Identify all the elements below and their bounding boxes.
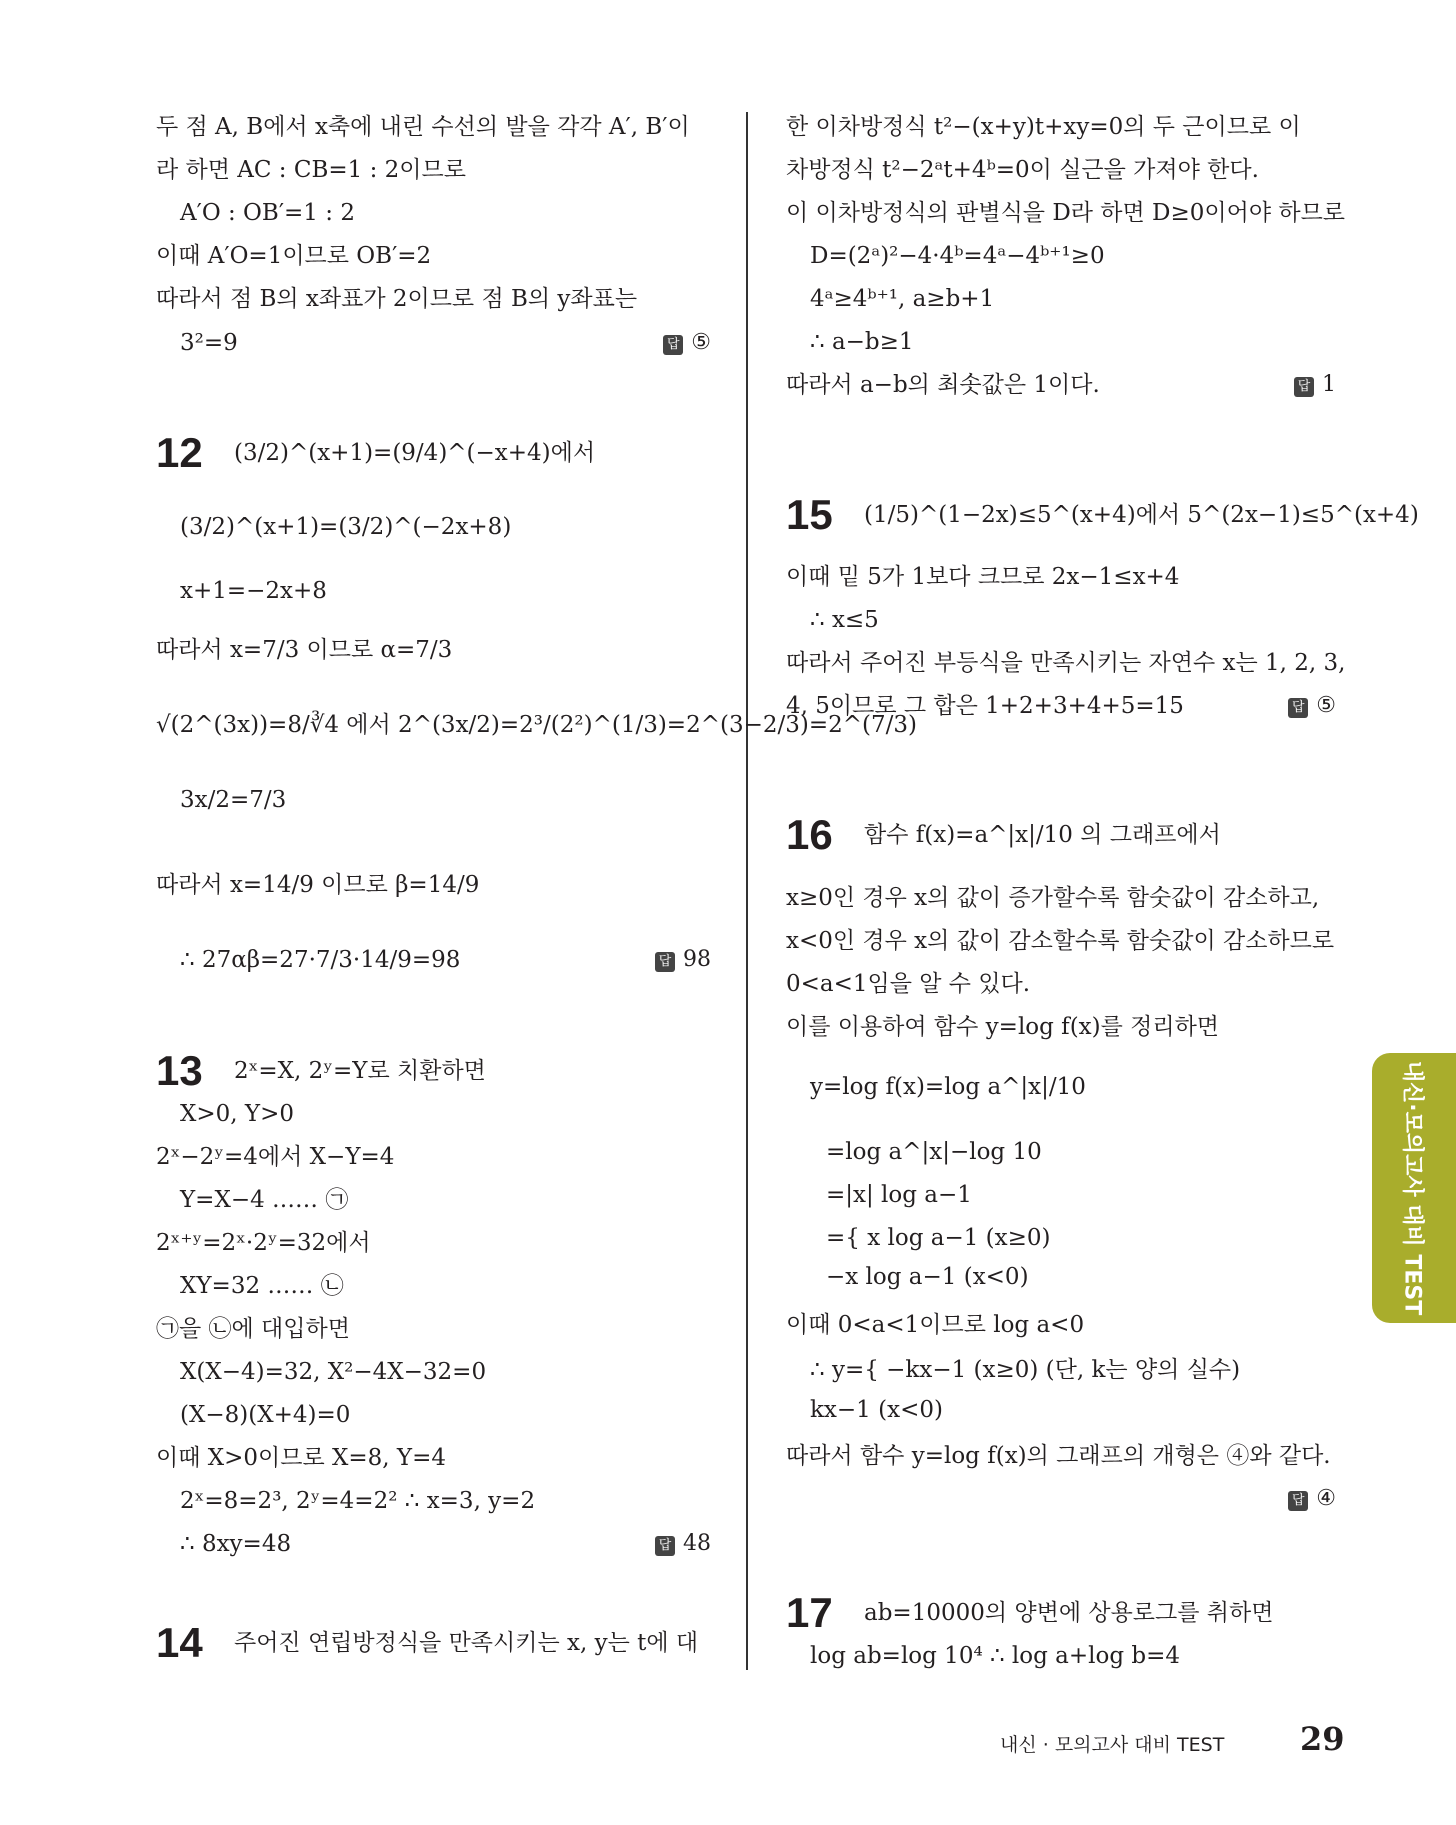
q17-line: ab=10000의 양변에 상용로그를 취하면 — [864, 1600, 1274, 1626]
intro-line: 라 하면 AC : CB=1 : 2이므로 — [156, 157, 466, 183]
q12-line: 3x/2=7/3 — [180, 787, 287, 813]
q16-line: ∴ y={ −kx−1 (x≥0) (단, k는 양의 실수) — [810, 1357, 1241, 1383]
column-divider — [746, 112, 748, 1670]
q13-line: 2ˣ=X, 2ʸ=Y로 치환하면 — [234, 1058, 486, 1084]
q17-line: log ab=log 10⁴ ∴ log a+log b=4 — [810, 1643, 1181, 1669]
question-number-16: 16 — [786, 811, 833, 858]
answer-mark: 답 ④ — [1288, 1484, 1336, 1514]
q16-line: 이를 이용하여 함수 y=log f(x)를 정리하면 — [786, 1014, 1220, 1040]
q16-line: x≥0인 경우 x의 값이 증가할수록 함숫값이 감소하고, — [786, 885, 1320, 911]
side-section-tab — [1372, 1053, 1456, 1323]
q15-line: (1/5)^(1−2x)≤5^(x+4)에서 5^(2x−1)≤5^(x+4) — [864, 502, 1419, 528]
q16-line: y=log f(x)=log a^|x|/10 — [810, 1074, 1086, 1100]
q13-line: Y=X−4 …… ㉠ — [180, 1187, 349, 1213]
q16-line: 따라서 함수 y=log f(x)의 그래프의 개형은 ④와 같다. — [786, 1443, 1331, 1469]
answer-mark: 답 98 — [655, 945, 711, 975]
q13-line: 2ˣ−2ʸ=4에서 X−Y=4 — [156, 1144, 395, 1170]
q13-line: ∴ 8xy=48 — [180, 1531, 292, 1557]
footer-title: 내신 · 모의고사 대비 TEST — [1000, 1734, 1225, 1756]
answer-mark: 답 48 — [655, 1529, 711, 1559]
question-number-12: 12 — [156, 429, 203, 476]
question-number-15: 15 — [786, 491, 833, 538]
q12-line: 따라서 x=7/3 이므로 α=7/3 — [156, 637, 453, 663]
q16-line: 함수 f(x)=a^|x|/10 의 그래프에서 — [864, 822, 1221, 848]
intro-line: 두 점 A, B에서 x축에 내린 수선의 발을 각각 A′, B′이 — [156, 114, 690, 140]
intro-line: A′O : OB′=1 : 2 — [180, 200, 355, 226]
q14-cont-line: 한 이차방정식 t²−(x+y)t+xy=0의 두 근이므로 이 — [786, 114, 1301, 140]
q16-line: 0<a<1임을 알 수 있다. — [786, 971, 1031, 997]
q12-line: √(2^(3x))=8/∛4 에서 2^(3x/2)=2³/(2²)^(1/3)=2^(3−2/3)=2^(7/3) — [156, 712, 917, 738]
q15-line: 4, 5이므로 그 합은 1+2+3+4+5=15 — [786, 693, 1184, 719]
q14-cont-line: 차방정식 t²−2ᵃt+4ᵇ=0이 실근을 가져야 한다. — [786, 157, 1259, 183]
q14-cont-line: 이 이차방정식의 판별식을 D라 하면 D≥0이어야 하므로 — [786, 200, 1346, 226]
intro-line: 3²=9 — [180, 330, 238, 356]
q16-line: 이때 0<a<1이므로 log a<0 — [786, 1312, 1085, 1338]
q13-line: XY=32 …… ㉡ — [180, 1273, 344, 1299]
side-tab-label: 내신·모의고사 대비 TEST — [1399, 1060, 1425, 1316]
q13-line: 2ˣ⁺ʸ=2ˣ·2ʸ=32에서 — [156, 1230, 371, 1256]
q12-line: (3/2)^(x+1)=(9/4)^(−x+4)에서 — [234, 440, 596, 466]
q13-line: 2ˣ=8=2³, 2ʸ=4=2² ∴ x=3, y=2 — [180, 1488, 536, 1514]
q16-line: ={ x log a−1 (x≥0) — [826, 1225, 1051, 1251]
answer-mark: 답 ⑤ — [663, 328, 711, 358]
q12-line: ∴ 27αβ=27·7/3·14/9=98 — [180, 947, 461, 973]
q14-cont-line: 4ᵃ≥4ᵇ⁺¹, a≥b+1 — [810, 286, 995, 312]
q13-line: (X−8)(X+4)=0 — [180, 1402, 351, 1428]
q12-line: (3/2)^(x+1)=(3/2)^(−2x+8) — [180, 514, 512, 540]
q14-cont-line: ∴ a−b≥1 — [810, 329, 914, 355]
q16-line: x<0인 경우 x의 값이 감소할수록 함숫값이 감소하므로 — [786, 928, 1335, 954]
answer-mark: 답 ⑤ — [1288, 691, 1336, 721]
q15-line: 따라서 주어진 부등식을 만족시키는 자연수 x는 1, 2, 3, — [786, 650, 1346, 676]
question-number-14: 14 — [156, 1619, 203, 1666]
q13-line: 이때 X>0이므로 X=8, Y=4 — [156, 1445, 446, 1471]
answer-mark: 답 1 — [1294, 370, 1336, 400]
page-number: 29 — [1300, 1720, 1345, 1758]
q15-line: ∴ x≤5 — [810, 607, 879, 633]
q12-line: x+1=−2x+8 — [180, 578, 327, 604]
q15-line: 이때 밑 5가 1보다 크므로 2x−1≤x+4 — [786, 564, 1180, 590]
q13-line: X>0, Y>0 — [180, 1101, 294, 1127]
q16-line: =log a^|x|−log 10 — [826, 1139, 1042, 1165]
q14-cont-line: D=(2ᵃ)²−4·4ᵇ=4ᵃ−4ᵇ⁺¹≥0 — [810, 243, 1105, 269]
q14-cont-line: 따라서 a−b의 최솟값은 1이다. — [786, 372, 1100, 398]
question-number-13: 13 — [156, 1047, 203, 1094]
intro-line: 이때 A′O=1이므로 OB′=2 — [156, 243, 432, 269]
intro-line: 따라서 점 B의 x좌표가 2이므로 점 B의 y좌표는 — [156, 286, 638, 312]
q13-line: X(X−4)=32, X²−4X−32=0 — [180, 1359, 487, 1385]
q16-line: −x log a−1 (x<0) — [826, 1264, 1029, 1290]
q12-line: 따라서 x=14/9 이므로 β=14/9 — [156, 872, 480, 898]
question-number-17: 17 — [786, 1589, 833, 1636]
q13-line: ㉠을 ㉡에 대입하면 — [156, 1316, 350, 1342]
q16-line: =|x| log a−1 — [826, 1182, 972, 1208]
q14-line: 주어진 연립방정식을 만족시키는 x, y는 t에 대 — [234, 1630, 699, 1656]
q16-line: kx−1 (x<0) — [810, 1397, 943, 1423]
